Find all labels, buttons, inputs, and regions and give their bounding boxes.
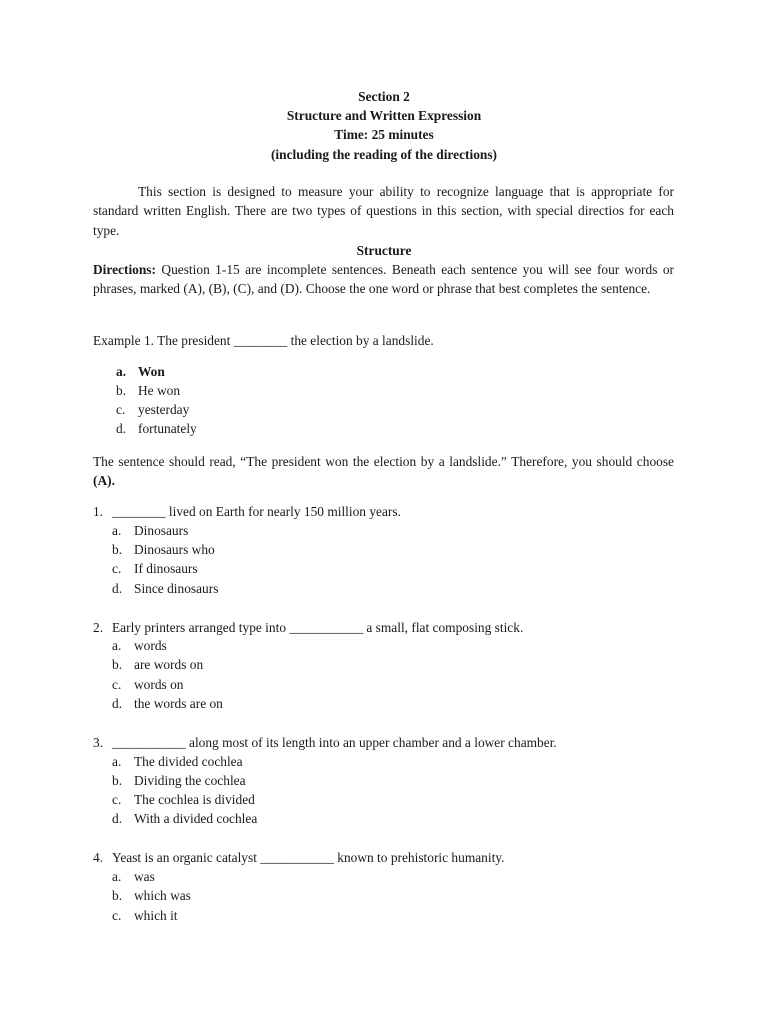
option-marker: c. bbox=[116, 402, 126, 417]
question-3-option-a bbox=[112, 752, 243, 771]
option-text: are words on bbox=[134, 657, 204, 672]
option-text: The divided cochlea bbox=[134, 754, 243, 769]
option-text: words on bbox=[134, 677, 184, 692]
option-text: Dividing the cochlea bbox=[134, 773, 246, 788]
directions-text: Question 1-15 are incomplete sentences. Beneath each sentence you will see four words or phrases, marked (A), (B), (C), and (D). Choose the one word or phrase that best completes the sentence. bbox=[93, 262, 674, 297]
question-text: Early printers arranged type into ___________ a small, flat composing stick. bbox=[112, 620, 524, 635]
directions-paragraph bbox=[93, 260, 674, 299]
question-text: ___________ along most of its length into an upper chamber and a lower chamber. bbox=[112, 735, 557, 750]
option-marker: c. bbox=[112, 908, 122, 923]
question-number: 3. bbox=[93, 735, 104, 750]
question-1-option-b bbox=[112, 540, 215, 559]
explanation-text: The sentence should read, “The president won the election by a landslide.” Therefore, you should choose bbox=[93, 454, 674, 469]
question-number: 4. bbox=[93, 850, 104, 865]
question-number: 2. bbox=[93, 620, 104, 635]
option-marker: d. bbox=[116, 421, 127, 436]
section-title: Section 2 bbox=[358, 89, 410, 104]
option-marker: d. bbox=[112, 811, 123, 826]
option-marker: c. bbox=[112, 792, 122, 807]
question-1-option-a bbox=[112, 521, 188, 540]
question-1-option-d bbox=[112, 579, 218, 598]
directions-label: Directions: bbox=[93, 262, 156, 277]
question-3-option-d bbox=[112, 809, 257, 828]
option-marker: a. bbox=[112, 754, 122, 769]
example-prompt: Example 1. The president ________ the election by a landslide. bbox=[93, 333, 434, 348]
option-text: Since dinosaurs bbox=[134, 581, 219, 596]
option-text: Dinosaurs who bbox=[134, 542, 215, 557]
option-marker: a. bbox=[112, 869, 122, 884]
option-text: Dinosaurs bbox=[134, 523, 189, 538]
question-3-option-b bbox=[112, 771, 246, 790]
question-text: Yeast is an organic catalyst ___________ known to prehistoric humanity. bbox=[112, 850, 505, 865]
option-marker: a. bbox=[112, 638, 122, 653]
question-4-option-c bbox=[112, 906, 178, 925]
example-explanation bbox=[93, 452, 674, 491]
option-text: Won bbox=[138, 364, 165, 379]
option-marker: b. bbox=[112, 542, 123, 557]
structure-heading: Structure bbox=[356, 243, 412, 258]
example-option-a bbox=[116, 362, 165, 381]
option-text: With a divided cochlea bbox=[134, 811, 258, 826]
question-2-option-a bbox=[112, 636, 167, 655]
option-marker: c. bbox=[112, 561, 122, 576]
section-subject: Structure and Written Expression bbox=[286, 108, 482, 123]
question-text: ________ lived on Earth for nearly 150 million years. bbox=[112, 504, 401, 519]
option-marker: a. bbox=[112, 523, 122, 538]
option-text: yesterday bbox=[138, 402, 190, 417]
option-text: the words are on bbox=[134, 696, 223, 711]
question-2-option-d bbox=[112, 694, 223, 713]
example-option-b bbox=[116, 381, 180, 400]
question-1-option-c bbox=[112, 559, 198, 578]
example-option-c bbox=[116, 400, 189, 419]
option-marker: c. bbox=[112, 677, 122, 692]
option-text: The cochlea is divided bbox=[134, 792, 255, 807]
example-option-d bbox=[116, 419, 197, 438]
option-marker: b. bbox=[112, 657, 123, 672]
option-text: was bbox=[134, 869, 155, 884]
option-marker: d. bbox=[112, 581, 123, 596]
intro-paragraph: This section is designed to measure your ability to recognize language that is appropriate for standard written English. There are two types of questions in this section, with special directios for each type. bbox=[93, 184, 674, 238]
option-text: He won bbox=[138, 383, 181, 398]
question-number: 1. bbox=[93, 504, 104, 519]
question-1 bbox=[93, 502, 401, 521]
option-marker: d. bbox=[112, 696, 123, 711]
question-4 bbox=[93, 848, 505, 867]
option-text: If dinosaurs bbox=[134, 561, 198, 576]
question-3 bbox=[93, 733, 557, 752]
option-marker: b. bbox=[116, 383, 127, 398]
section-note: (including the reading of the directions) bbox=[270, 147, 498, 162]
section-time: Time: 25 minutes bbox=[334, 127, 434, 142]
option-marker: b. bbox=[112, 773, 123, 788]
example-answer: (A). bbox=[93, 473, 115, 489]
option-marker: a. bbox=[116, 364, 127, 379]
option-text: fortunately bbox=[138, 421, 197, 436]
question-2 bbox=[93, 618, 523, 637]
question-3-option-c bbox=[112, 790, 255, 809]
option-text: which was bbox=[134, 888, 191, 903]
option-marker: b. bbox=[112, 888, 123, 903]
question-4-option-b bbox=[112, 886, 191, 905]
question-2-option-b bbox=[112, 655, 203, 674]
question-2-option-c bbox=[112, 675, 183, 694]
option-text: words bbox=[134, 638, 167, 653]
question-4-option-a bbox=[112, 867, 155, 886]
option-text: which it bbox=[134, 908, 178, 923]
